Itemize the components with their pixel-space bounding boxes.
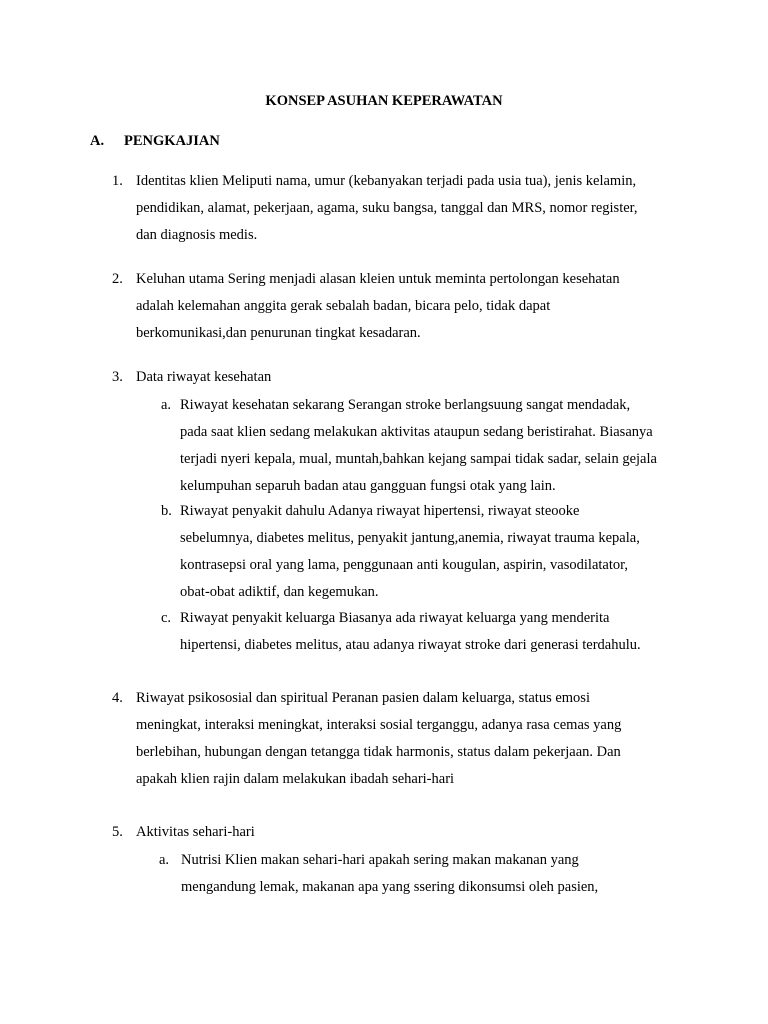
sub-item-letter: c. xyxy=(161,610,172,626)
item-text-line: dan diagnosis medis. xyxy=(136,227,258,243)
item-text-line: pendidikan, alamat, pekerjaan, agama, suku bangsa, tanggal dan MRS, nomor register, xyxy=(136,200,638,216)
sub-item-letter: b. xyxy=(161,503,172,519)
item-text-line: meningkat, interaksi meningkat, interaksi sosial terganggu, adanya rasa cemas yang xyxy=(136,717,622,733)
sub-item-text-line: Nutrisi Klien makan sehari-hari apakah sering makan makanan yang xyxy=(181,852,579,868)
sub-item-text-line: Riwayat kesehatan sekarang Serangan stroke berlangsuung sangat mendadak, xyxy=(180,397,631,413)
sub-item-text-line: Riwayat penyakit dahulu Adanya riwayat hipertensi, riwayat steooke xyxy=(180,503,580,519)
sub-item-text-line: mengandung lemak, makanan apa yang ssering dikonsumsi oleh pasien, xyxy=(181,879,599,895)
item-text-line: berkomunikasi,dan penurunan tingkat kesadaran. xyxy=(136,325,421,341)
item-number: 2. xyxy=(112,271,123,287)
sub-item-text-line: Riwayat penyakit keluarga Biasanya ada riwayat keluarga yang menderita xyxy=(180,610,610,626)
item-number: 5. xyxy=(112,824,123,840)
sub-item-letter: a. xyxy=(159,852,170,868)
item-text-line: Identitas klien Meliputi nama, umur (kebanyakan terjadi pada usia tua), jenis kelamin, xyxy=(136,173,637,189)
item-text-line: Data riwayat kesehatan xyxy=(136,369,272,385)
sub-item-text-line: kelumpuhan separuh badan atau gangguan fungsi otak yang lain. xyxy=(180,478,556,494)
item-number: 4. xyxy=(112,690,123,706)
sub-item-text-line: pada saat klien sedang melakukan aktivitas ataupun sedang beristirahat. Biasanya xyxy=(180,424,653,440)
sub-item-text-line: kontrasepsi oral yang lama, penggunaan anti kougulan, aspirin, vasodilatator, xyxy=(180,557,628,573)
sub-item-text-line: sebelumnya, diabetes melitus, penyakit jantung,anemia, riwayat trauma kepala, xyxy=(180,530,640,546)
section-title: PENGKAJIAN xyxy=(124,133,220,149)
item-text-line: berlebihan, hubungan dengan tetangga tidak harmonis, status dalam pekerjaan. Dan xyxy=(136,744,621,760)
item-text-line: apakah klien rajin dalam melakukan ibadah sehari-hari xyxy=(136,771,455,787)
item-text-line: adalah kelemahan anggita gerak sebalah badan, bicara pelo, tidak dapat xyxy=(136,298,551,314)
sub-item-letter: a. xyxy=(161,397,172,413)
sub-item-text-line: obat-obat adiktif, dan kegemukan. xyxy=(180,584,379,600)
item-number: 3. xyxy=(112,369,123,385)
item-text-line: Keluhan utama Sering menjadi alasan kleien untuk meminta pertolongan kesehatan xyxy=(136,271,620,287)
section-heading xyxy=(90,133,220,150)
item-text-line: Aktivitas sehari-hari xyxy=(136,824,255,840)
document-title: KONSEP ASUHAN KEPERAWATAN xyxy=(265,93,503,109)
sub-item-text-line: hipertensi, diabetes melitus, atau adanya riwayat stroke dari generasi terdahulu. xyxy=(180,637,641,653)
item-text-line: Riwayat psikososial dan spiritual Peranan pasien dalam keluarga, status emosi xyxy=(136,690,590,706)
section-letter: A. xyxy=(90,133,105,149)
item-number: 1. xyxy=(112,173,123,189)
sub-item-text-line: terjadi nyeri kepala, mual, muntah,bahkan kejang sampai tidak sadar, selain gejala xyxy=(180,451,657,467)
